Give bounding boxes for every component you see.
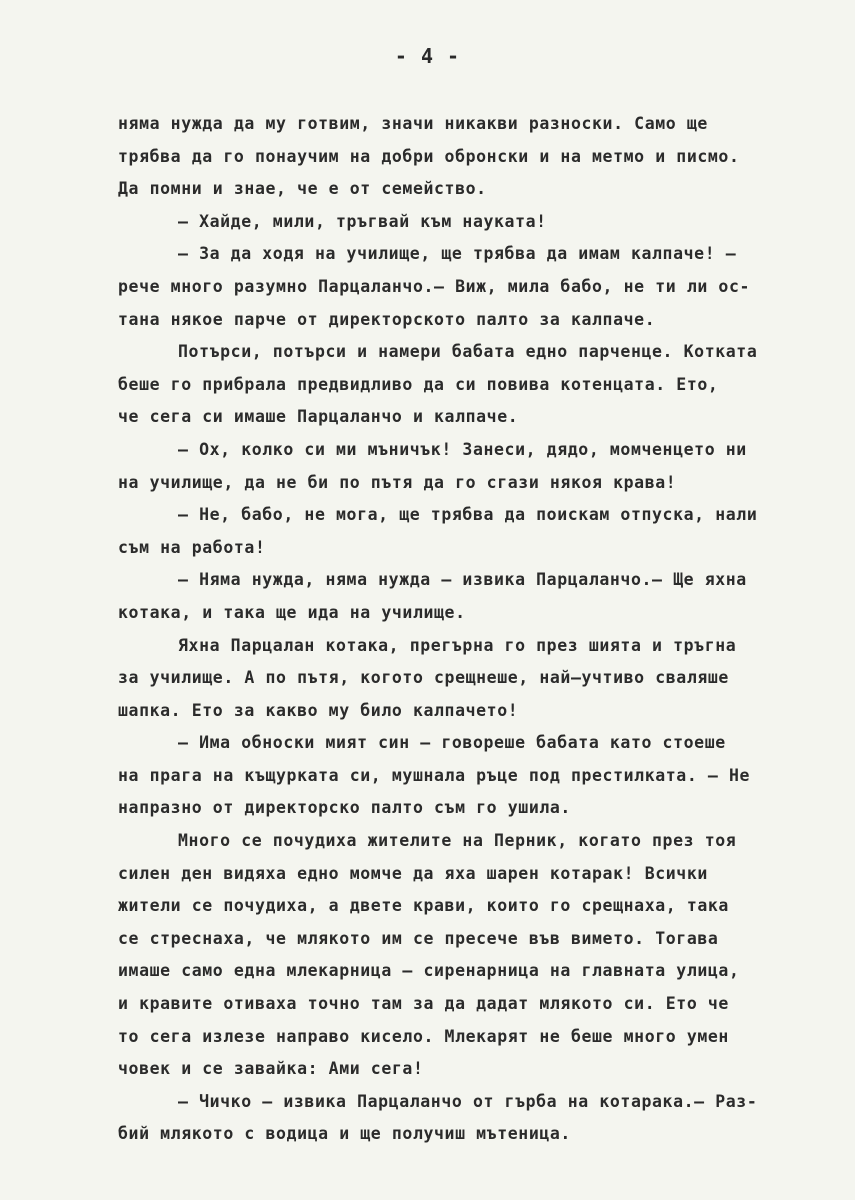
text-line: човек и се завайка: Ами сега! — [118, 1059, 424, 1079]
text-line: – За да ходя на училище, ще трябва да имам калпаче! – — [178, 244, 737, 264]
text-line: няма нужда да му готвим, значи никакви разноски. Само ще — [118, 114, 708, 133]
body-text — [118, 108, 855, 1151]
text-line: бий млякото с водица и ще получиш мътеница. — [118, 1124, 571, 1144]
text-line: на училище, да не би по пътя да го сгази някоя крава! — [118, 472, 677, 492]
text-line: напразно от директорско палто съм го ушила. — [118, 798, 571, 818]
text-line: и кравите отиваха точно там за да дадат млякото си. Ето че — [118, 994, 729, 1014]
text-line: рече много разумно Парцаланчо.– Виж, мила бабо, не ти ли ос- — [118, 276, 751, 296]
text-line: котака, и така ще ида на училище. — [118, 602, 466, 622]
text-line: Потърси, потърси и намери бабата едно парченце. Котката — [178, 342, 758, 362]
text-line: Много се почудиха жителите на Перник, когато през тоя — [178, 831, 737, 851]
text-line: съм на работа! — [118, 537, 266, 557]
text-line: – Няма нужда, няма нужда – извика Парцаланчо.– Ще яхна — [178, 570, 747, 590]
text-line: трябва да го понаучим на добри обронски и на метмо и писмо. — [118, 146, 740, 166]
text-line: – Чичко – извика Парцаланчо от гърба на котарака.– Раз- — [178, 1091, 758, 1111]
text-line: силен ден видяха едно момче да яха шарен котарак! Всички — [118, 863, 708, 883]
text-line: – Има обноски мият син – говореше бабата като стоеше — [178, 733, 726, 753]
text-line: – Не, бабо, не мога, ще трябва да поискам отпуска, нали — [178, 505, 758, 525]
text-line: – Ох, колко си ми мъничък! Занеси, дядо, момченцето ни — [178, 439, 747, 459]
text-line: тана някое парче от директорското палто за калпаче. — [118, 309, 656, 329]
text-line: Да помни и знае, че е от семейство. — [118, 179, 487, 199]
text-line: че сега си имаше Парцаланчо и калпаче. — [118, 407, 519, 427]
text-line: то сега излезе направо кисело. Млекарят не беше много умен — [118, 1026, 729, 1046]
text-line: шапка. Ето за какво му било калпачето! — [118, 700, 519, 720]
text-line: Яхна Парцалан котака, прегърна го през шията и тръгна — [178, 635, 737, 655]
text-line: – Хайде, мили, тръгвай към науката! — [178, 211, 547, 231]
page-number: - 4 - — [394, 44, 461, 68]
text-line: за училище. А по пътя, когото срещнеше, най–учтиво сваляше — [118, 668, 729, 688]
text-line: се стреснаха, че млякото им се пресече във вимето. Тогава — [118, 928, 719, 948]
text-line: жители се почудиха, а двете крави, които го срещнаха, така — [118, 896, 729, 916]
text-line: беше го прибрала предвидливо да си повива котенцата. Ето, — [118, 374, 719, 394]
text-line: на прага на къщурката си, мушнала ръце под престилката. – Не — [118, 765, 751, 785]
text-line: имаше само една млекарница – сиренарница на главната улица, — [118, 961, 740, 981]
